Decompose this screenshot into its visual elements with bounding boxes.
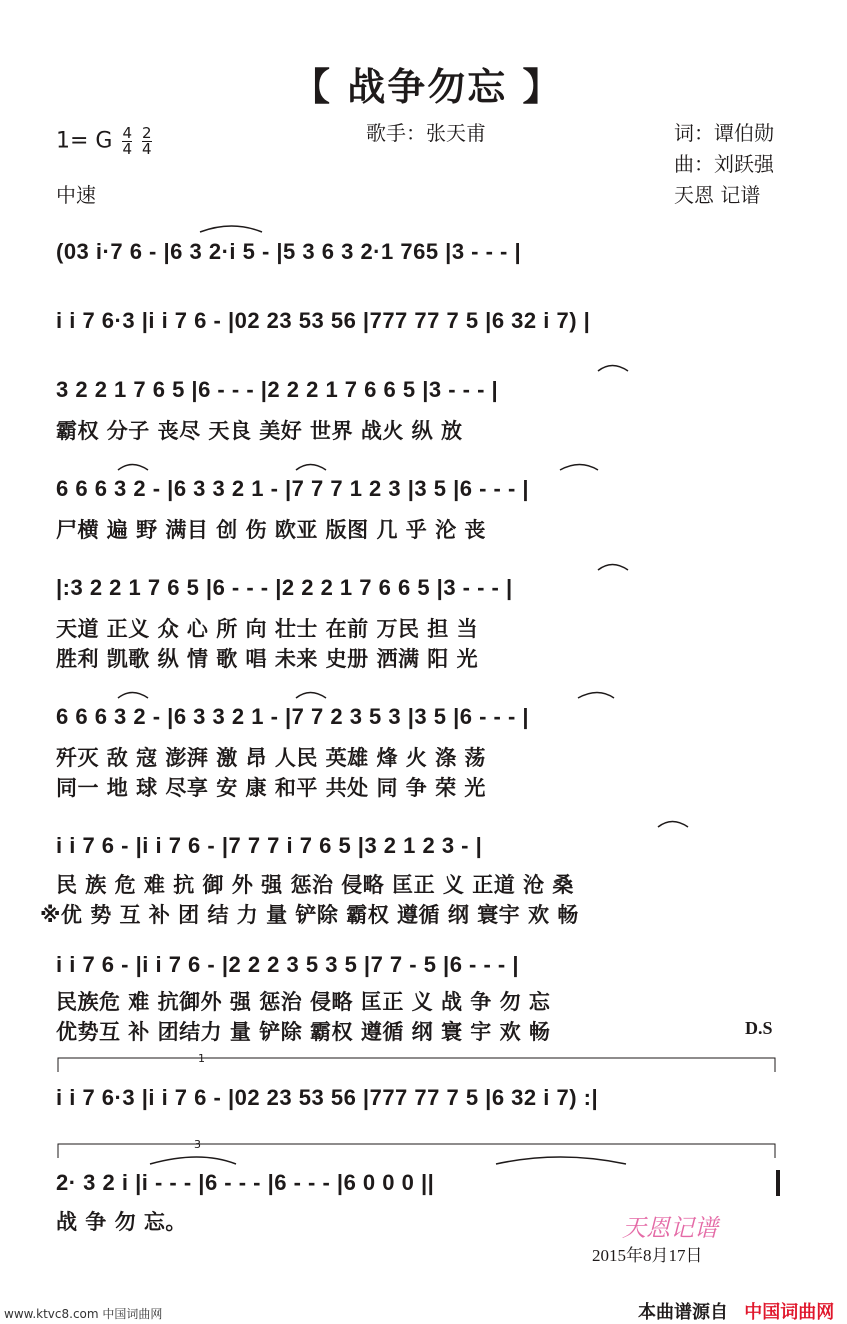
score-line-8-lyrics-verse2: 优势互 补 团结力 量 铲除 霸权 遵循 纲 寰 宇 欢 畅	[56, 1020, 551, 1044]
score-line-5-lyrics-verse1: 天道 正义 众 心 所 向 壮士 在前 万民 担 当	[56, 617, 479, 641]
time-sig-top: 4	[122, 124, 133, 142]
score-line-8-lyrics-verse1: 民族危 难 抗御外 强 惩治 侵略 匡正 义 战 争 勿 忘	[56, 990, 551, 1014]
slur-mark	[578, 693, 614, 699]
slur-mark	[496, 1157, 626, 1164]
slur-mark	[296, 465, 326, 471]
slur-mark	[560, 465, 598, 471]
tempo-marking: 中速	[56, 183, 96, 207]
score-line-5-lyrics-verse2: 胜利 凯歌 纵 情 歌 唱 未来 史册 洒满 阳 光	[56, 647, 479, 671]
key-label: 1= G	[56, 128, 113, 154]
footer-source-label: 本曲谱源自	[638, 1302, 728, 1323]
transcriber-stamp: 天恩记谱	[622, 1214, 718, 1242]
slur-mark	[150, 1157, 236, 1164]
composer-credit: 曲：刘跃强	[674, 152, 774, 176]
score-line-3-notes: 3 2 2 1 7 6 5 |6 - - - |2 2 2 1 7 6 6 5 |3 - - - |	[56, 377, 499, 402]
score-line-6-notes: 6 6 6 3 2 - |6 3 3 2 1 - |7 7 2 3 5 3 |3 5 |6 - - - |	[56, 704, 530, 729]
volta-bracket-3-label: 3	[194, 1138, 201, 1151]
slur-mark	[118, 693, 148, 699]
volta-bracket-1-label: 1	[198, 1052, 205, 1065]
page-title: 【 战争勿忘 】	[292, 65, 563, 109]
key-signature	[56, 126, 152, 157]
slur-mark	[598, 565, 628, 571]
score-line-8-notes: i i 7 6 - |i i 7 6 - |2 2 2 3 5 3 5 |7 7 - 5 |6 - - - |	[56, 952, 520, 977]
volta-bracket-3	[58, 1144, 775, 1158]
dal-segno-marking: D.S	[745, 1018, 773, 1038]
score-line-6-lyrics-verse1: 歼灭 敌 寇 澎湃 激 昂 人民 英雄 烽 火 涤 荡	[56, 746, 486, 770]
transcriber-credit: 天恩 记谱	[674, 183, 761, 207]
score-line-2-notes: i i 7 6·3 |i i 7 6 - |02 23 53 56 |777 77 7 5 |6 32 i 7) |	[56, 308, 591, 333]
transcription-date: 2015年8月17日	[592, 1246, 703, 1265]
score-line-10-lyrics: 战 争 勿 忘。	[56, 1210, 187, 1234]
final-barline	[776, 1170, 780, 1196]
score-line-3-lyrics: 霸权 分子 丧尽 天良 美好 世界 战火 纵 放	[56, 419, 463, 443]
volta-bracket-1	[58, 1058, 775, 1072]
footer-source	[638, 1298, 834, 1324]
footer-source-site[interactable]: 中国词曲网	[744, 1302, 835, 1323]
score-line-7-lyrics-verse2: ※优 势 互 补 团 结 力 量 铲除 霸权 遵循 纲 寰宇 欢 畅	[40, 903, 579, 927]
score-line-1-notes: (03 i·7 6 - |6 3 2·i 5 - |5 3 6 3 2·1 765 |3 - - - |	[56, 239, 522, 264]
lyricist-credit: 词：谭伯勋	[674, 121, 774, 145]
slur-mark	[118, 465, 148, 471]
slur-mark	[658, 822, 688, 828]
score-line-10-notes: 2· 3 2 i |i - - - |6 - - - |6 - - - |6 0 0 0 ||	[56, 1170, 435, 1195]
slur-mark	[200, 226, 262, 232]
score-line-6-lyrics-verse2: 同一 地 球 尽享 安 康 和平 共处 同 争 荣 光	[56, 776, 486, 800]
slur-mark	[296, 693, 326, 699]
time-sig-top: 2	[142, 124, 152, 142]
footer-site-link[interactable]: www.ktvc8.com 中国词曲网	[4, 1307, 163, 1321]
score-line-7-lyrics-verse1: 民 族 危 难 抗 御 外 强 惩治 侵略 匡正 义 正道 沧 桑	[56, 873, 574, 897]
score-line-7-notes: i i 7 6 - |i i 7 6 - |7 7 7 i 7 6 5 |3 2 1 2 3 - |	[56, 833, 483, 858]
time-signature-secondary	[142, 126, 152, 157]
score-line-4-lyrics: 尸横 遍 野 满目 创 伤 欧亚 版图 几 乎 沦 丧	[56, 518, 486, 542]
score-line-9-notes: i i 7 6·3 |i i 7 6 - |02 23 53 56 |777 77 7 5 |6 32 i 7) :|	[56, 1085, 599, 1110]
time-sig-bottom: 4	[122, 140, 133, 158]
score-line-4-notes: 6 6 6 3 2 - |6 3 3 2 1 - |7 7 7 1 2 3 |3 5 |6 - - - |	[56, 476, 530, 501]
singer-credit: 歌手：张天甫	[366, 121, 486, 145]
time-signature-primary	[122, 126, 132, 157]
time-sig-bottom: 4	[142, 140, 152, 158]
score-line-5-notes: |:3 2 2 1 7 6 5 |6 - - - |2 2 2 1 7 6 6 5 |3 - - - |	[56, 575, 513, 600]
slur-mark	[598, 366, 628, 372]
